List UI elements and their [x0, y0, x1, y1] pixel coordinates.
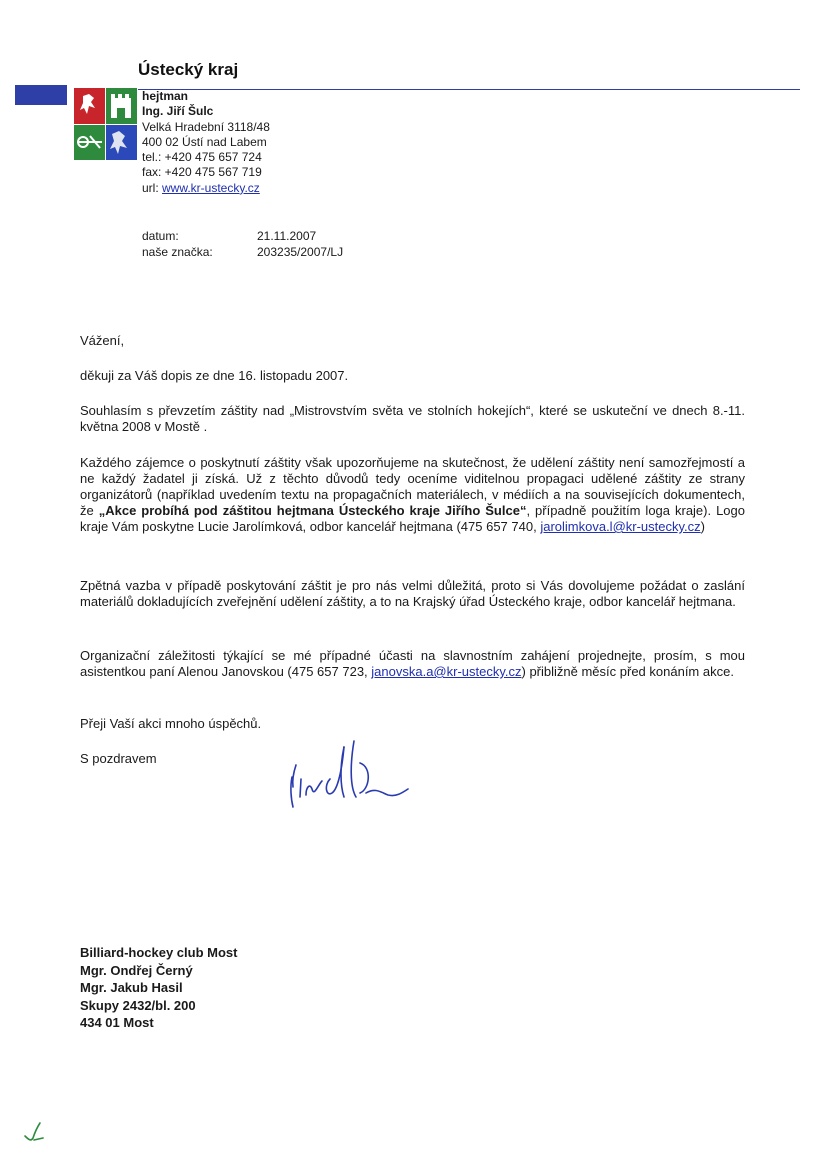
- recipient-line: Billiard-hockey club Most: [80, 945, 238, 960]
- recipient-line: 434 01 Most: [80, 1015, 154, 1030]
- recipient-line: Skupy 2432/bl. 200: [80, 997, 196, 1013]
- conditions-text-3: ): [700, 519, 705, 534]
- paragraph-patronage: Souhlasím s převzetím záštity nad „Mistrovstvím světa ve stolních hokejích“, které se uskuteční ve dnech 8.-11. května 2008 v Mostě .: [80, 403, 745, 434]
- date-label: datum:: [142, 229, 179, 243]
- paragraph-thanks: děkuji za Váš dopis ze dne 16. listopadu 2007.: [80, 368, 349, 383]
- paragraph-conditions: [80, 455, 745, 535]
- conditions-text-2: , případně použitím loga kraje). Logo kraje Vám poskytne Lucie Jarolímková, odbor kancelář hejtmana (475 657 740,: [80, 503, 745, 534]
- date-value: 21.11.2007: [257, 229, 317, 243]
- organization-text: Organizační záležitosti týkající se mé případné účasti na slavnostním zahájení projednejte, prosím, s mou asistentkou paní Alenou Janovskou (475 657 723,: [80, 648, 745, 679]
- date-row: [142, 228, 343, 244]
- handwritten-signature: [284, 735, 416, 811]
- reference-block: [142, 228, 343, 260]
- closing: S pozdravem: [80, 751, 157, 766]
- sender-role: hejtman: [142, 89, 189, 103]
- organization-title: Ústecký kraj: [138, 60, 239, 79]
- reference-row: [142, 244, 343, 260]
- sender-name: Ing. Jiří Šulc: [142, 104, 214, 119]
- required-wording: „Akce probíhá pod záštitou hejtmana Ústeckého kraje Jiřího Šulce“: [98, 503, 527, 518]
- sender-url-line: [142, 181, 270, 196]
- janovska-email-link[interactable]: janovska.a@kr-ustecky.cz: [371, 664, 522, 679]
- sender-street: Velká Hradební 3118/48: [142, 119, 270, 134]
- reference-value: 203235/2007/LJ: [257, 245, 344, 259]
- sender-block: [142, 89, 270, 196]
- handwritten-check-mark: [22, 1120, 46, 1144]
- conditions-text: Každého zájemce o poskytnutí záštity však upozorňujeme na skutečnost, že udělení záštity není samozřejmostí a ne každý žadatel ji získá. Už z těchto důvodů tedy oceníme viditelnou propagaci udělené záštity ze strany organizátorů (například uvedením textu na propagačních materiálech, v médiích a na souvisejících dokumentech, že: [80, 455, 745, 518]
- url-label: url:: [142, 180, 159, 195]
- paragraph-feedback: Zpětná vazba v případě poskytování záštit je pro nás velmi důležitá, proto si Vás dovolujeme požádat o zaslání materiálů dokladujících zveřejnění udělení záštity, a to na Krajský úřad Ústeckého kraje, odbor kancelář hejtmana.: [80, 578, 745, 609]
- sender-city: 400 02 Ústí nad Labem: [142, 134, 267, 149]
- coat-of-arms-logo: [74, 88, 137, 160]
- recipient-line: Mgr. Jakub Hasil: [80, 980, 183, 995]
- wishes: Přeji Vaší akci mnoho úspěchů.: [80, 716, 262, 731]
- recipient-address: [80, 944, 237, 1032]
- reference-label: naše značka:: [142, 245, 213, 259]
- header-accent-bar: [15, 85, 67, 105]
- organization-text-2: ) přibližně měsíc před konáním akce.: [521, 664, 734, 679]
- salutation: Vážení,: [80, 333, 125, 348]
- jarolimkova-email-link[interactable]: jarolimkova.l@kr-ustecky.cz: [540, 519, 701, 534]
- recipient-line: Mgr. Ondřej Černý: [80, 962, 193, 978]
- paragraph-organization: [80, 648, 745, 680]
- sender-fax: fax: +420 475 567 719: [142, 165, 262, 180]
- website-link[interactable]: www.kr-ustecky.cz: [162, 180, 260, 195]
- sender-tel: tel.: +420 475 657 724: [142, 150, 262, 165]
